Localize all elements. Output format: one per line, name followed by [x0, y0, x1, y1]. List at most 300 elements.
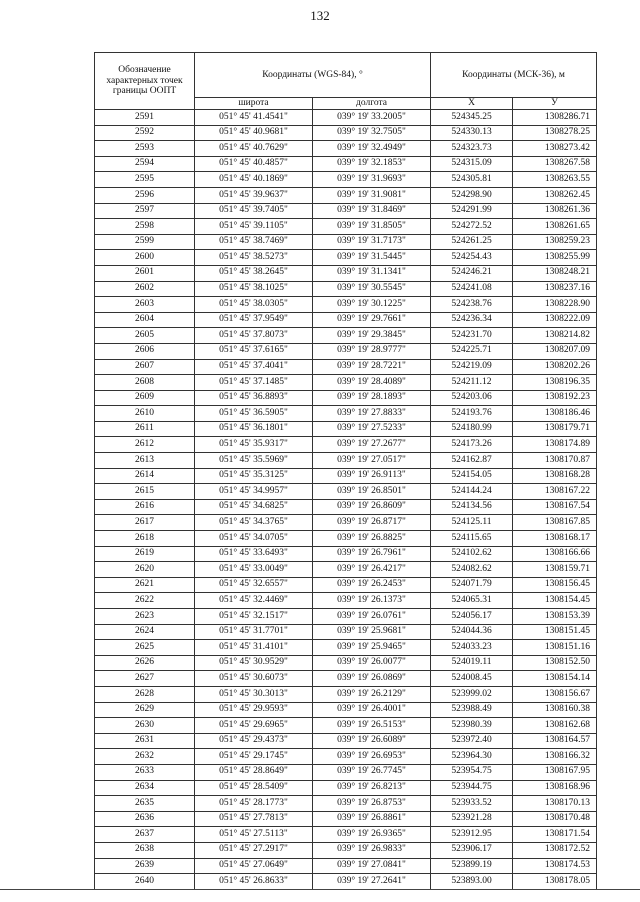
latitude-cell: 051° 45' 30.3013": [195, 686, 313, 702]
y-cell: 1308156.67: [513, 686, 597, 702]
y-cell: 1308170.13: [513, 796, 597, 812]
latitude-cell: 051° 45' 31.7701": [195, 624, 313, 640]
x-cell: 524044.36: [431, 624, 513, 640]
x-cell: 524019.11: [431, 655, 513, 671]
y-cell: 1308202.26: [513, 359, 597, 375]
longitude-cell: 039° 19' 26.9365": [313, 827, 431, 843]
point-id-cell: 2624: [95, 624, 195, 640]
x-cell: 524173.26: [431, 437, 513, 453]
y-cell: 1308259.23: [513, 234, 597, 250]
longitude-cell: 039° 19' 26.8609": [313, 499, 431, 515]
point-id-cell: 2606: [95, 343, 195, 359]
y-cell: 1308261.65: [513, 219, 597, 235]
x-cell: 524231.70: [431, 328, 513, 344]
header-point: Обозначение характерных точек границы ООПТ: [95, 53, 195, 110]
x-cell: 524298.90: [431, 187, 513, 203]
latitude-cell: 051° 45' 38.0305": [195, 297, 313, 313]
longitude-cell: 039° 19' 26.5153": [313, 718, 431, 734]
point-id-cell: 2636: [95, 811, 195, 827]
point-id-cell: 2592: [95, 125, 195, 141]
table-row: [95, 842, 597, 858]
point-id-cell: 2603: [95, 297, 195, 313]
y-cell: 1308168.17: [513, 531, 597, 547]
longitude-cell: 039° 19' 31.8505": [313, 219, 431, 235]
longitude-cell: 039° 19' 32.1853": [313, 156, 431, 172]
longitude-cell: 039° 19' 26.0761": [313, 609, 431, 625]
point-id-cell: 2625: [95, 640, 195, 656]
x-cell: 524330.13: [431, 125, 513, 141]
y-cell: 1308262.45: [513, 187, 597, 203]
longitude-cell: 039° 19' 26.8717": [313, 515, 431, 531]
longitude-cell: 039° 19' 26.8825": [313, 531, 431, 547]
x-cell: 523972.40: [431, 733, 513, 749]
table-row: [95, 733, 597, 749]
point-id-cell: 2628: [95, 686, 195, 702]
table-row: [95, 655, 597, 671]
x-cell: 524180.99: [431, 421, 513, 437]
table-row: [95, 468, 597, 484]
y-cell: 1308167.22: [513, 484, 597, 500]
latitude-cell: 051° 45' 27.5113": [195, 827, 313, 843]
latitude-cell: 051° 45' 40.9681": [195, 125, 313, 141]
latitude-cell: 051° 45' 31.4101": [195, 640, 313, 656]
table-row: [95, 187, 597, 203]
point-id-cell: 2607: [95, 359, 195, 375]
latitude-cell: 051° 45' 28.1773": [195, 796, 313, 812]
table-row: [95, 343, 597, 359]
y-cell: 1308151.45: [513, 624, 597, 640]
point-id-cell: 2602: [95, 281, 195, 297]
table-row: [95, 609, 597, 625]
table-row: [95, 421, 597, 437]
latitude-cell: 051° 45' 39.9637": [195, 187, 313, 203]
point-id-cell: 2596: [95, 187, 195, 203]
x-cell: 523964.30: [431, 749, 513, 765]
y-cell: 1308286.71: [513, 110, 597, 126]
point-id-cell: 2608: [95, 375, 195, 391]
table-row: [95, 265, 597, 281]
latitude-cell: 051° 45' 40.7629": [195, 141, 313, 157]
point-id-cell: 2591: [95, 110, 195, 126]
point-id-cell: 2633: [95, 764, 195, 780]
table-row: [95, 156, 597, 172]
point-id-cell: 2619: [95, 546, 195, 562]
point-id-cell: 2626: [95, 655, 195, 671]
table-row: [95, 686, 597, 702]
x-cell: 524154.05: [431, 468, 513, 484]
longitude-cell: 039° 19' 26.8213": [313, 780, 431, 796]
x-cell: 524236.34: [431, 312, 513, 328]
latitude-cell: 051° 45' 39.7405": [195, 203, 313, 219]
latitude-cell: 051° 45' 27.2917": [195, 842, 313, 858]
y-cell: 1308154.45: [513, 593, 597, 609]
x-cell: 524193.76: [431, 406, 513, 422]
latitude-cell: 051° 45' 29.4373": [195, 733, 313, 749]
point-id-cell: 2598: [95, 219, 195, 235]
y-cell: 1308214.82: [513, 328, 597, 344]
latitude-cell: 051° 45' 27.7813": [195, 811, 313, 827]
longitude-cell: 039° 19' 27.0841": [313, 858, 431, 874]
x-cell: 524134.56: [431, 499, 513, 515]
y-cell: 1308273.42: [513, 141, 597, 157]
table-row: [95, 749, 597, 765]
y-cell: 1308248.21: [513, 265, 597, 281]
longitude-cell: 039° 19' 26.7961": [313, 546, 431, 562]
longitude-cell: 039° 19' 31.5445": [313, 250, 431, 266]
y-cell: 1308167.54: [513, 499, 597, 515]
table-row: [95, 593, 597, 609]
longitude-cell: 039° 19' 28.1893": [313, 390, 431, 406]
latitude-cell: 051° 45' 37.1485": [195, 375, 313, 391]
longitude-cell: 039° 19' 31.8469": [313, 203, 431, 219]
y-cell: 1308207.09: [513, 343, 597, 359]
table-row: [95, 172, 597, 188]
longitude-cell: 039° 19' 26.2453": [313, 577, 431, 593]
latitude-cell: 051° 45' 32.6557": [195, 577, 313, 593]
x-cell: 523988.49: [431, 702, 513, 718]
table-row: [95, 234, 597, 250]
table-row: [95, 764, 597, 780]
point-id-cell: 2600: [95, 250, 195, 266]
y-cell: 1308222.09: [513, 312, 597, 328]
y-cell: 1308179.71: [513, 421, 597, 437]
point-id-cell: 2637: [95, 827, 195, 843]
x-cell: 524033.23: [431, 640, 513, 656]
longitude-cell: 039° 19' 26.7745": [313, 764, 431, 780]
longitude-cell: 039° 19' 26.4217": [313, 562, 431, 578]
longitude-cell: 039° 19' 26.0869": [313, 671, 431, 687]
latitude-cell: 051° 45' 28.5409": [195, 780, 313, 796]
table-row: [95, 250, 597, 266]
table-row: [95, 406, 597, 422]
longitude-cell: 039° 19' 30.1225": [313, 297, 431, 313]
point-id-cell: 2609: [95, 390, 195, 406]
y-cell: 1308160.38: [513, 702, 597, 718]
header-wgs84: Координаты (WGS-84), °: [195, 53, 431, 98]
y-cell: 1308159.71: [513, 562, 597, 578]
longitude-cell: 039° 19' 27.0517": [313, 453, 431, 469]
y-cell: 1308278.25: [513, 125, 597, 141]
table-row: [95, 640, 597, 656]
longitude-cell: 039° 19' 29.3845": [313, 328, 431, 344]
table-row: [95, 359, 597, 375]
table-row: [95, 203, 597, 219]
y-cell: 1308167.85: [513, 515, 597, 531]
table-row: [95, 437, 597, 453]
x-cell: 524323.73: [431, 141, 513, 157]
latitude-cell: 051° 45' 33.0049": [195, 562, 313, 578]
latitude-cell: 051° 45' 33.6493": [195, 546, 313, 562]
latitude-cell: 051° 45' 38.2645": [195, 265, 313, 281]
x-cell: 524162.87: [431, 453, 513, 469]
coordinates-table: [94, 52, 597, 890]
point-id-cell: 2599: [95, 234, 195, 250]
table-row: [95, 219, 597, 235]
point-id-cell: 2631: [95, 733, 195, 749]
latitude-cell: 051° 45' 40.4857": [195, 156, 313, 172]
header-latitude: широта: [195, 98, 313, 110]
latitude-cell: 051° 45' 36.1801": [195, 421, 313, 437]
footer-rule: [0, 889, 640, 890]
table-row: [95, 858, 597, 874]
latitude-cell: 051° 45' 27.0649": [195, 858, 313, 874]
x-cell: 523893.00: [431, 874, 513, 890]
point-id-cell: 2618: [95, 531, 195, 547]
latitude-cell: 051° 45' 35.3125": [195, 468, 313, 484]
y-cell: 1308170.48: [513, 811, 597, 827]
table-body: [95, 110, 597, 890]
latitude-cell: 051° 45' 32.1517": [195, 609, 313, 625]
x-cell: 524246.21: [431, 265, 513, 281]
table-row: [95, 718, 597, 734]
table-header: [95, 53, 597, 110]
x-cell: 524144.24: [431, 484, 513, 500]
table-row: [95, 281, 597, 297]
x-cell: 524082.62: [431, 562, 513, 578]
latitude-cell: 051° 45' 40.1869": [195, 172, 313, 188]
longitude-cell: 039° 19' 28.9777": [313, 343, 431, 359]
point-id-cell: 2610: [95, 406, 195, 422]
latitude-cell: 051° 45' 34.6825": [195, 499, 313, 515]
x-cell: 524241.08: [431, 281, 513, 297]
table-row: [95, 546, 597, 562]
latitude-cell: 051° 45' 35.5969": [195, 453, 313, 469]
point-id-cell: 2604: [95, 312, 195, 328]
point-id-cell: 2614: [95, 468, 195, 484]
header-msk36: Координаты (МСК-36), м: [431, 53, 597, 98]
table-row: [95, 624, 597, 640]
point-id-cell: 2612: [95, 437, 195, 453]
table-row: [95, 671, 597, 687]
latitude-cell: 051° 45' 30.6073": [195, 671, 313, 687]
x-cell: 524102.62: [431, 546, 513, 562]
table-row: [95, 562, 597, 578]
latitude-cell: 051° 45' 38.1025": [195, 281, 313, 297]
table-row: [95, 110, 597, 126]
x-cell: 524008.45: [431, 671, 513, 687]
x-cell: 523933.52: [431, 796, 513, 812]
latitude-cell: 051° 45' 29.9593": [195, 702, 313, 718]
latitude-cell: 051° 45' 37.8073": [195, 328, 313, 344]
point-id-cell: 2597: [95, 203, 195, 219]
point-id-cell: 2632: [95, 749, 195, 765]
x-cell: 524225.71: [431, 343, 513, 359]
point-id-cell: 2605: [95, 328, 195, 344]
x-cell: 524272.52: [431, 219, 513, 235]
point-id-cell: 2629: [95, 702, 195, 718]
y-cell: 1308156.45: [513, 577, 597, 593]
y-cell: 1308178.05: [513, 874, 597, 890]
longitude-cell: 039° 19' 28.4089": [313, 375, 431, 391]
x-cell: 523980.39: [431, 718, 513, 734]
longitude-cell: 039° 19' 31.9693": [313, 172, 431, 188]
latitude-cell: 051° 45' 37.6165": [195, 343, 313, 359]
y-cell: 1308261.36: [513, 203, 597, 219]
point-id-cell: 2613: [95, 453, 195, 469]
x-cell: 524115.65: [431, 531, 513, 547]
longitude-cell: 039° 19' 31.7173": [313, 234, 431, 250]
y-cell: 1308164.57: [513, 733, 597, 749]
x-cell: 524345.25: [431, 110, 513, 126]
point-id-cell: 2635: [95, 796, 195, 812]
longitude-cell: 039° 19' 32.4949": [313, 141, 431, 157]
x-cell: 523906.17: [431, 842, 513, 858]
latitude-cell: 051° 45' 35.9317": [195, 437, 313, 453]
x-cell: 523899.19: [431, 858, 513, 874]
y-cell: 1308162.68: [513, 718, 597, 734]
table-row: [95, 141, 597, 157]
table-row: [95, 297, 597, 313]
page-number: 132: [310, 8, 330, 23]
y-cell: 1308154.14: [513, 671, 597, 687]
table-row: [95, 531, 597, 547]
table-row: [95, 796, 597, 812]
y-cell: 1308151.16: [513, 640, 597, 656]
header-y: У: [513, 98, 597, 110]
longitude-cell: 039° 19' 26.1373": [313, 593, 431, 609]
header-longitude: долгота: [313, 98, 431, 110]
longitude-cell: 039° 19' 26.9833": [313, 842, 431, 858]
longitude-cell: 039° 19' 26.6089": [313, 733, 431, 749]
point-id-cell: 2640: [95, 874, 195, 890]
x-cell: 524261.25: [431, 234, 513, 250]
point-id-cell: 2616: [95, 499, 195, 515]
y-cell: 1308196.35: [513, 375, 597, 391]
x-cell: 524291.99: [431, 203, 513, 219]
x-cell: 524211.12: [431, 375, 513, 391]
longitude-cell: 039° 19' 27.2677": [313, 437, 431, 453]
table-row: [95, 577, 597, 593]
point-id-cell: 2601: [95, 265, 195, 281]
point-id-cell: 2594: [95, 156, 195, 172]
y-cell: 1308237.16: [513, 281, 597, 297]
point-id-cell: 2630: [95, 718, 195, 734]
latitude-cell: 051° 45' 29.6965": [195, 718, 313, 734]
longitude-cell: 039° 19' 29.7661": [313, 312, 431, 328]
longitude-cell: 039° 19' 26.9113": [313, 468, 431, 484]
latitude-cell: 051° 45' 37.4041": [195, 359, 313, 375]
y-cell: 1308186.46: [513, 406, 597, 422]
latitude-cell: 051° 45' 32.4469": [195, 593, 313, 609]
y-cell: 1308152.50: [513, 655, 597, 671]
x-cell: 524305.81: [431, 172, 513, 188]
longitude-cell: 039° 19' 31.9081": [313, 187, 431, 203]
x-cell: 524203.06: [431, 390, 513, 406]
x-cell: 524056.17: [431, 609, 513, 625]
point-id-cell: 2621: [95, 577, 195, 593]
latitude-cell: 051° 45' 34.3765": [195, 515, 313, 531]
y-cell: 1308263.55: [513, 172, 597, 188]
table-row: [95, 499, 597, 515]
latitude-cell: 051° 45' 38.5273": [195, 250, 313, 266]
x-cell: 523921.28: [431, 811, 513, 827]
longitude-cell: 039° 19' 25.9681": [313, 624, 431, 640]
y-cell: 1308171.54: [513, 827, 597, 843]
table-row: [95, 125, 597, 141]
longitude-cell: 039° 19' 26.8753": [313, 796, 431, 812]
longitude-cell: 039° 19' 25.9465": [313, 640, 431, 656]
y-cell: 1308166.66: [513, 546, 597, 562]
x-cell: 524071.79: [431, 577, 513, 593]
table-row: [95, 515, 597, 531]
table-row: [95, 827, 597, 843]
table-row: [95, 390, 597, 406]
table-row: [95, 874, 597, 890]
point-id-cell: 2639: [95, 858, 195, 874]
longitude-cell: 039° 19' 33.2005": [313, 110, 431, 126]
x-cell: 524125.11: [431, 515, 513, 531]
longitude-cell: 039° 19' 30.5545": [313, 281, 431, 297]
x-cell: 524238.76: [431, 297, 513, 313]
y-cell: 1308170.87: [513, 453, 597, 469]
longitude-cell: 039° 19' 27.8833": [313, 406, 431, 422]
point-id-cell: 2617: [95, 515, 195, 531]
header-x: X: [431, 98, 513, 110]
longitude-cell: 039° 19' 26.6953": [313, 749, 431, 765]
x-cell: 524254.43: [431, 250, 513, 266]
longitude-cell: 039° 19' 26.2129": [313, 686, 431, 702]
longitude-cell: 039° 19' 32.7505": [313, 125, 431, 141]
y-cell: 1308168.96: [513, 780, 597, 796]
y-cell: 1308167.95: [513, 764, 597, 780]
y-cell: 1308172.52: [513, 842, 597, 858]
y-cell: 1308166.32: [513, 749, 597, 765]
point-id-cell: 2622: [95, 593, 195, 609]
x-cell: 523912.95: [431, 827, 513, 843]
latitude-cell: 051° 45' 39.1105": [195, 219, 313, 235]
point-id-cell: 2593: [95, 141, 195, 157]
longitude-cell: 039° 19' 26.8861": [313, 811, 431, 827]
x-cell: 524315.09: [431, 156, 513, 172]
latitude-cell: 051° 45' 34.9957": [195, 484, 313, 500]
longitude-cell: 039° 19' 28.7221": [313, 359, 431, 375]
point-id-cell: 2620: [95, 562, 195, 578]
point-id-cell: 2595: [95, 172, 195, 188]
latitude-cell: 051° 45' 26.8633": [195, 874, 313, 890]
longitude-cell: 039° 19' 26.0077": [313, 655, 431, 671]
table-row: [95, 453, 597, 469]
table-row: [95, 328, 597, 344]
point-id-cell: 2627: [95, 671, 195, 687]
table-row: [95, 811, 597, 827]
longitude-cell: 039° 19' 26.8501": [313, 484, 431, 500]
latitude-cell: 051° 45' 29.1745": [195, 749, 313, 765]
longitude-cell: 039° 19' 26.4001": [313, 702, 431, 718]
longitude-cell: 039° 19' 31.1341": [313, 265, 431, 281]
point-id-cell: 2638: [95, 842, 195, 858]
x-cell: 524219.09: [431, 359, 513, 375]
y-cell: 1308174.53: [513, 858, 597, 874]
point-id-cell: 2615: [95, 484, 195, 500]
y-cell: 1308168.28: [513, 468, 597, 484]
latitude-cell: 051° 45' 37.9549": [195, 312, 313, 328]
y-cell: 1308228.90: [513, 297, 597, 313]
latitude-cell: 051° 45' 34.0705": [195, 531, 313, 547]
table-row: [95, 780, 597, 796]
point-id-cell: 2623: [95, 609, 195, 625]
latitude-cell: 051° 45' 36.5905": [195, 406, 313, 422]
longitude-cell: 039° 19' 27.5233": [313, 421, 431, 437]
y-cell: 1308174.89: [513, 437, 597, 453]
y-cell: 1308255.99: [513, 250, 597, 266]
y-cell: 1308192.23: [513, 390, 597, 406]
table-row: [95, 702, 597, 718]
x-cell: 523944.75: [431, 780, 513, 796]
table-row: [95, 484, 597, 500]
latitude-cell: 051° 45' 36.8893": [195, 390, 313, 406]
longitude-cell: 039° 19' 27.2641": [313, 874, 431, 890]
latitude-cell: 051° 45' 30.9529": [195, 655, 313, 671]
